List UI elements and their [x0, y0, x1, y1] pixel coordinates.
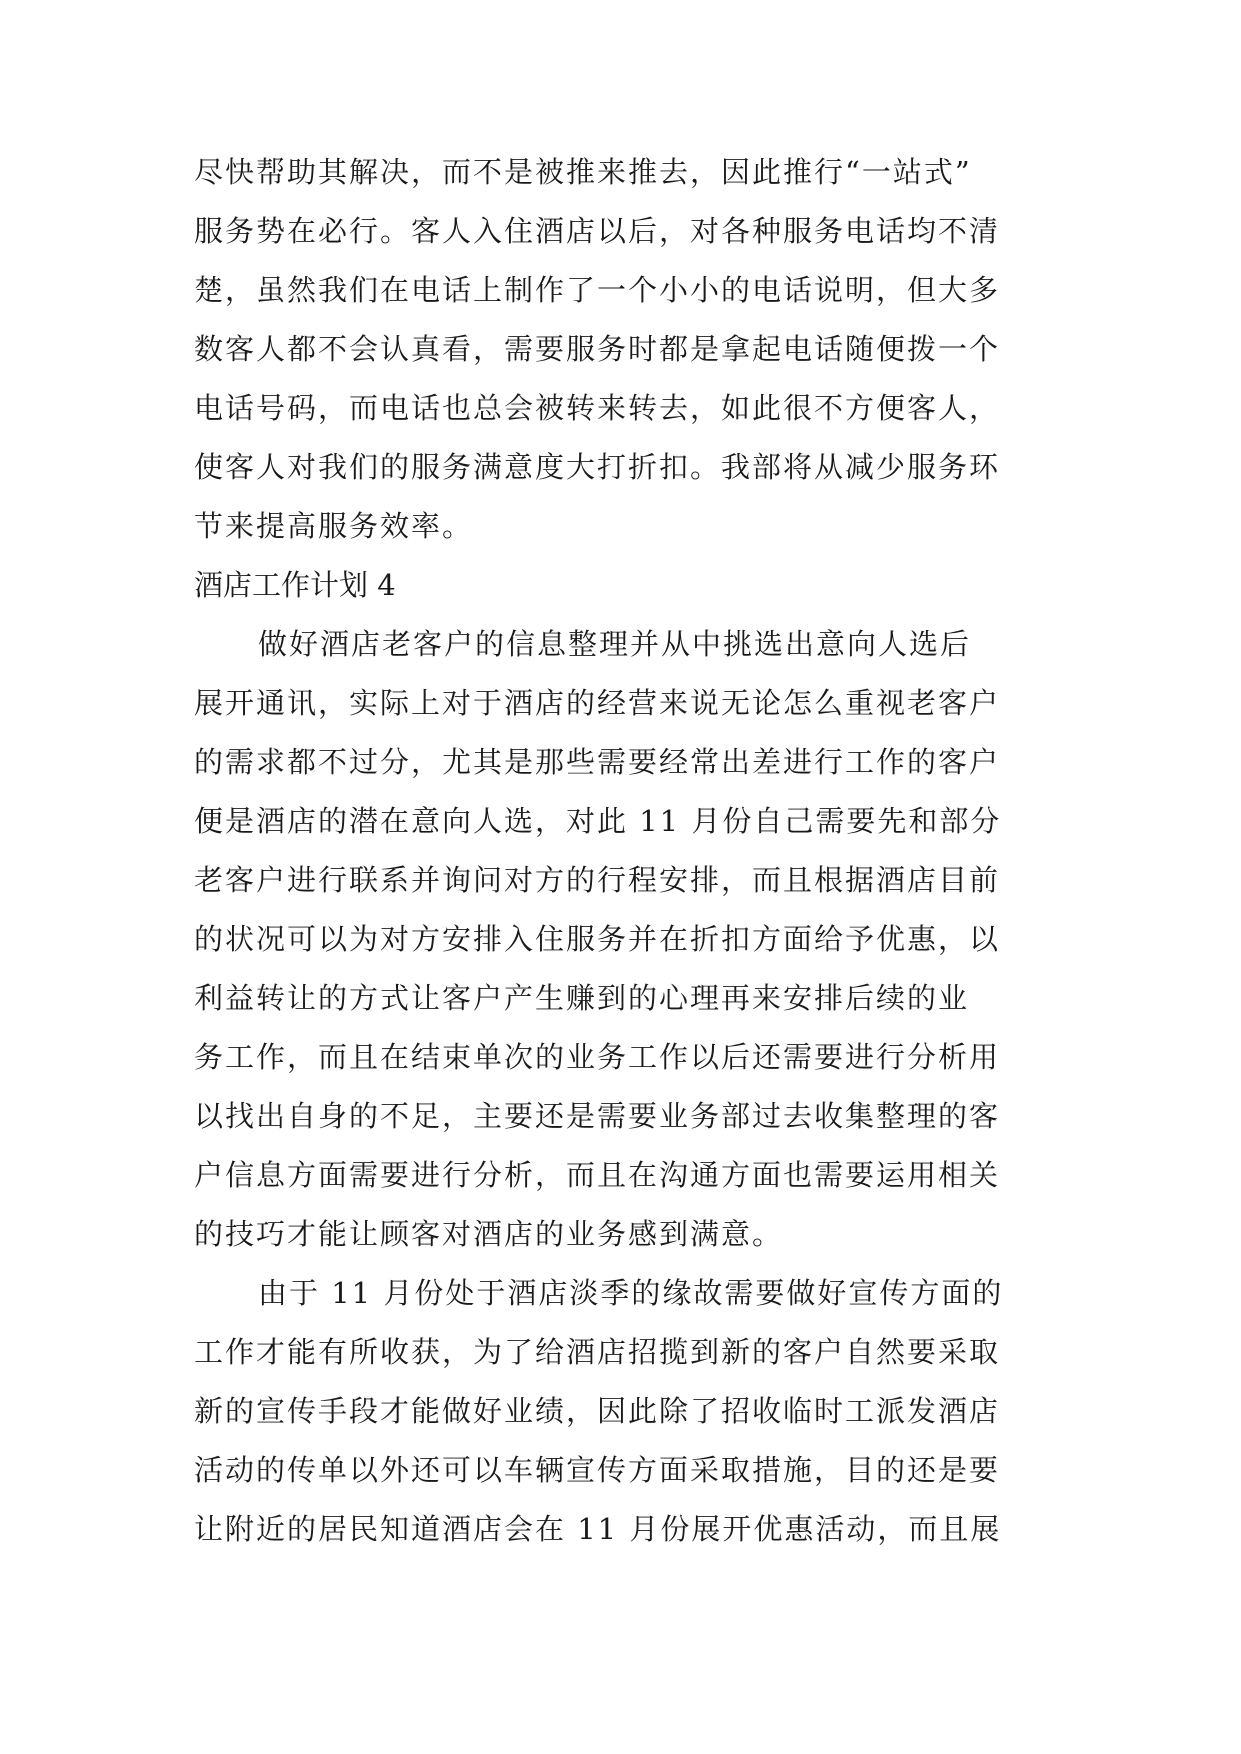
paragraph-2-line: 的技巧才能让顾客对酒店的业务感到满意。 — [194, 1217, 784, 1251]
paragraph-1-line: 服务势在必行。客人入住酒店以后，对各种服务电话均不清 — [194, 214, 1001, 248]
section-heading: 酒店工作计划 4 — [194, 568, 396, 602]
paragraph-1-line: 电话号码，而电话也总会被转来转去，如此很不方便客人， — [194, 391, 1001, 425]
paragraph-1-line: 使客人对我们的服务满意度大打折扣。我部将从减少服务环 — [194, 450, 1001, 484]
paragraph-1-line: 楚，虽然我们在电话上制作了一个小小的电话说明，但大多 — [194, 273, 1001, 307]
paragraph-2-line: 利益转让的方式让客户产生赚到的心理再来安排后续的业 — [194, 981, 970, 1015]
paragraph-1-line: 数客人都不会认真看，需要服务时都是拿起电话随便拨一个 — [194, 332, 1001, 366]
paragraph-2-line: 老客户进行联系并询问对方的行程安排，而且根据酒店目前 — [194, 863, 1001, 897]
paragraph-2-line: 的需求都不过分，尤其是那些需要经常出差进行工作的客户 — [194, 745, 1001, 779]
paragraph-3-line: 让附近的居民知道酒店会在 11 月份展开优惠活动，而且展 — [194, 1512, 1002, 1546]
paragraph-3-line: 活动的传单以外还可以车辆宣传方面采取措施，目的还是要 — [194, 1453, 1001, 1487]
paragraph-3-line: 由于 11 月份处于酒店淡季的缘故需要做好宣传方面的 — [258, 1276, 1004, 1310]
paragraph-2-line: 户信息方面需要进行分析，而且在沟通方面也需要运用相关 — [194, 1158, 1001, 1192]
paragraph-3-line: 新的宣传手段才能做好业绩，因此除了招收临时工派发酒店 — [194, 1394, 1001, 1428]
paragraph-3-line: 工作才能有所收获，为了给酒店招揽到新的客户自然要采取 — [194, 1335, 1001, 1369]
paragraph-2-line: 展开通讯，实际上对于酒店的经营来说无论怎么重视老客户 — [194, 686, 1001, 720]
paragraph-1-line: 尽快帮助其解决，而不是被推来推去，因此推行“一站式” — [194, 155, 972, 189]
paragraph-2-line: 做好酒店老客户的信息整理并从中挑选出意向人选后 — [258, 627, 972, 661]
paragraph-2-line: 的状况可以为对方安排入住服务并在折扣方面给予优惠，以 — [194, 922, 1001, 956]
paragraph-1-line: 节来提高服务效率。 — [194, 509, 474, 543]
paragraph-2-line: 便是酒店的潜在意向人选，对此 11 月份自己需要先和部分 — [194, 804, 1002, 838]
paragraph-2-line: 以找出自身的不足，主要还是需要业务部过去收集整理的客 — [194, 1099, 1001, 1133]
paragraph-2-line: 务工作，而且在结束单次的业务工作以后还需要进行分析用 — [194, 1040, 1001, 1074]
